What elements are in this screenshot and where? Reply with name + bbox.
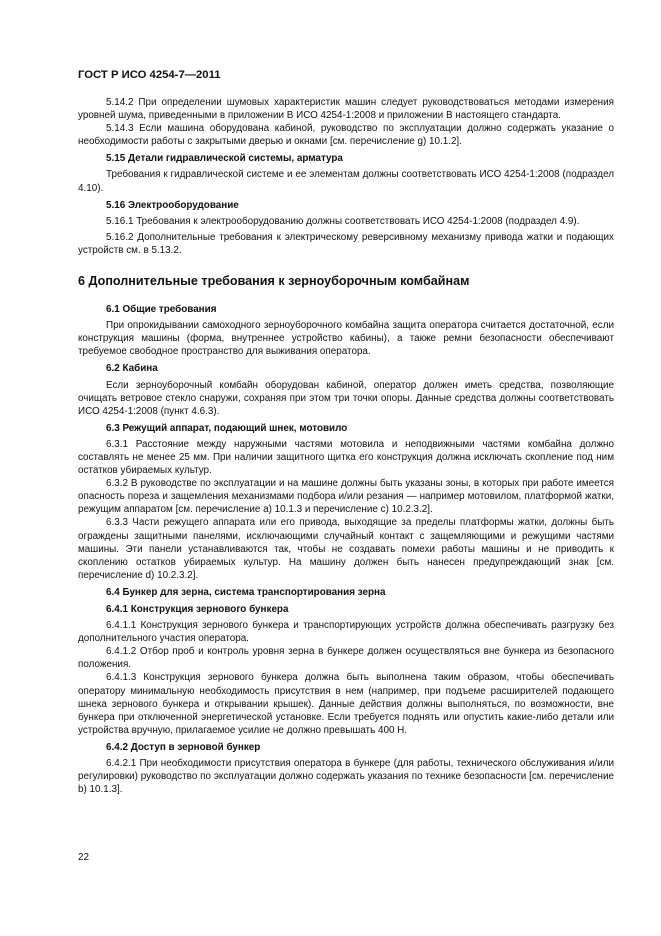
section-heading: 5.16 Электрооборудование bbox=[106, 199, 239, 211]
chapter-heading: 6 Дополнительные требования к зерноуборочным комбайнам bbox=[78, 274, 470, 289]
section-heading: 6.4 Бункер для зерна, система транспортирования зерна bbox=[106, 586, 386, 598]
paragraph: Требования к гидравлической системе и ее элементам должны соответствовать ИСО 4254-1:2008 (подраздел 4.10). bbox=[78, 169, 614, 194]
paragraph: 6.3.2 В руководстве по эксплуатации и на машине должны быть указаны зоны, в которых при работе имеется опасность пореза и защемления механизмами подбора и/или резания — например мотовилом, платформой жатки, режущим аппаратом [см. перечисление а) 10.1.3 и перечисление с) 10.2.3.2]. bbox=[78, 478, 614, 516]
subsection-heading: 6.4.1 Конструкция зернового бункера bbox=[106, 604, 289, 615]
paragraph: 6.3.3 Части режущего аппарата или его привода, выходящие за пределы платформы жатки, должны быть ограждены защитными панелями, исключающими случайный контакт с защемляющими и режущими частями машины. Эти панели устанавливаются так, чтобы не создавать помехи работы машины и не приводить к скоплению остатков убираемых культур. На машину должен быть нанесен предупреждающий знак [см. перечисление d) 10.2.3.2]. bbox=[78, 517, 614, 581]
document-body bbox=[78, 96, 614, 796]
document-header: ГОСТ Р ИСО 4254-7—2011 bbox=[78, 69, 221, 81]
paragraph: 6.4.1.2 Отбор проб и контроль уровня зерна в бункере должен осуществляться вне бункера из безопасного положения. bbox=[78, 646, 614, 671]
section-heading: 6.3 Режущий аппарат, подающий шнек, мотовило bbox=[106, 422, 348, 434]
paragraph: 6.4.2.1 При необходимости присутствия оператора в бункере (для работы, технического обслуживания и/или регулировки) руководство по эксплуатации должно содержать указания по технике безопасности [см. перечисление b) 10.1.3]. bbox=[78, 758, 614, 796]
subsection-heading: 6.4.2 Доступ в зерновой бункер bbox=[106, 741, 261, 753]
paragraph: Если зерноуборочный комбайн оборудован кабиной, оператор должен иметь средства, позволяющие очищать ветровое стекло снаружи, сохраняя при этом три точки опоры. Данные средства должны соответствовать ИСО 4254-1:2008 (пункт 4.6.3). bbox=[78, 379, 614, 417]
paragraph: 5.16.1 Требования к электрооборудованию должны соответствовать ИСО 4254-1:2008 (подраздел 4.9). bbox=[106, 215, 580, 227]
paragraph: 6.4.1.1 Конструкция зернового бункера и транспортирующих устройств должна обеспечивать разгрузку без дополнительного участия оператора. bbox=[78, 620, 614, 645]
paragraph: 5.16.2 Дополнительные требования к электрическому реверсивному механизму привода жатки и подающих устройств см. в 5.13.2. bbox=[78, 231, 614, 256]
paragraph: При опрокидывании самоходного зерноуборочного комбайна защита оператора считается достаточной, если конструкция машины (форма, внутреннее устройство кабины), а также ремни безопасности обеспечивают требуемое свободное пространство для выживания оператора. bbox=[78, 320, 614, 358]
page-number: 22 bbox=[78, 852, 89, 863]
paragraph: 6.4.1.3 Конструкция зернового бункера должна быть выполнена таким образом, чтобы обеспечивать оператору минимальную необходимость присутствия в нем (например, при подъеме расширителей подающего шнека зернового бункера и открывании крышек). Данные действия должны выполняться, по возможности, вне бункера при отключенной энергетической установке. Если требуется поднять или опустить какие-либо детали или устройства вручную, прилагаемое усилие не должно превышать 400 Н. bbox=[78, 672, 614, 736]
paragraph: 5.14.3 Если машина оборудована кабиной, руководство по эксплуатации должно содержать указание о необходимости работы с закрытыми дверью и окнами [см. перечисление g) 10.1.2]. bbox=[78, 123, 614, 148]
section-heading: 6.2 Кабина bbox=[106, 363, 158, 375]
paragraph: 6.3.1 Расстояние между наружными частями мотовила и неподвижными частями комбайна должно составлять не менее 25 мм. При наличии защитного щитка его конструкция должна исключать скопление под ним остатков убираемых культур. bbox=[78, 438, 614, 477]
section-heading: 6.1 Общие требования bbox=[106, 304, 217, 316]
section-heading: 5.15 Детали гидравлической системы, арматура bbox=[106, 153, 343, 165]
paragraph: 5.14.2 При определении шумовых характеристик машин следует руководствоваться методами измерения уровней шума, приведенными в приложении В ИСО 4254-1:2008 и приложении В настоящего стандарта. bbox=[78, 97, 614, 122]
